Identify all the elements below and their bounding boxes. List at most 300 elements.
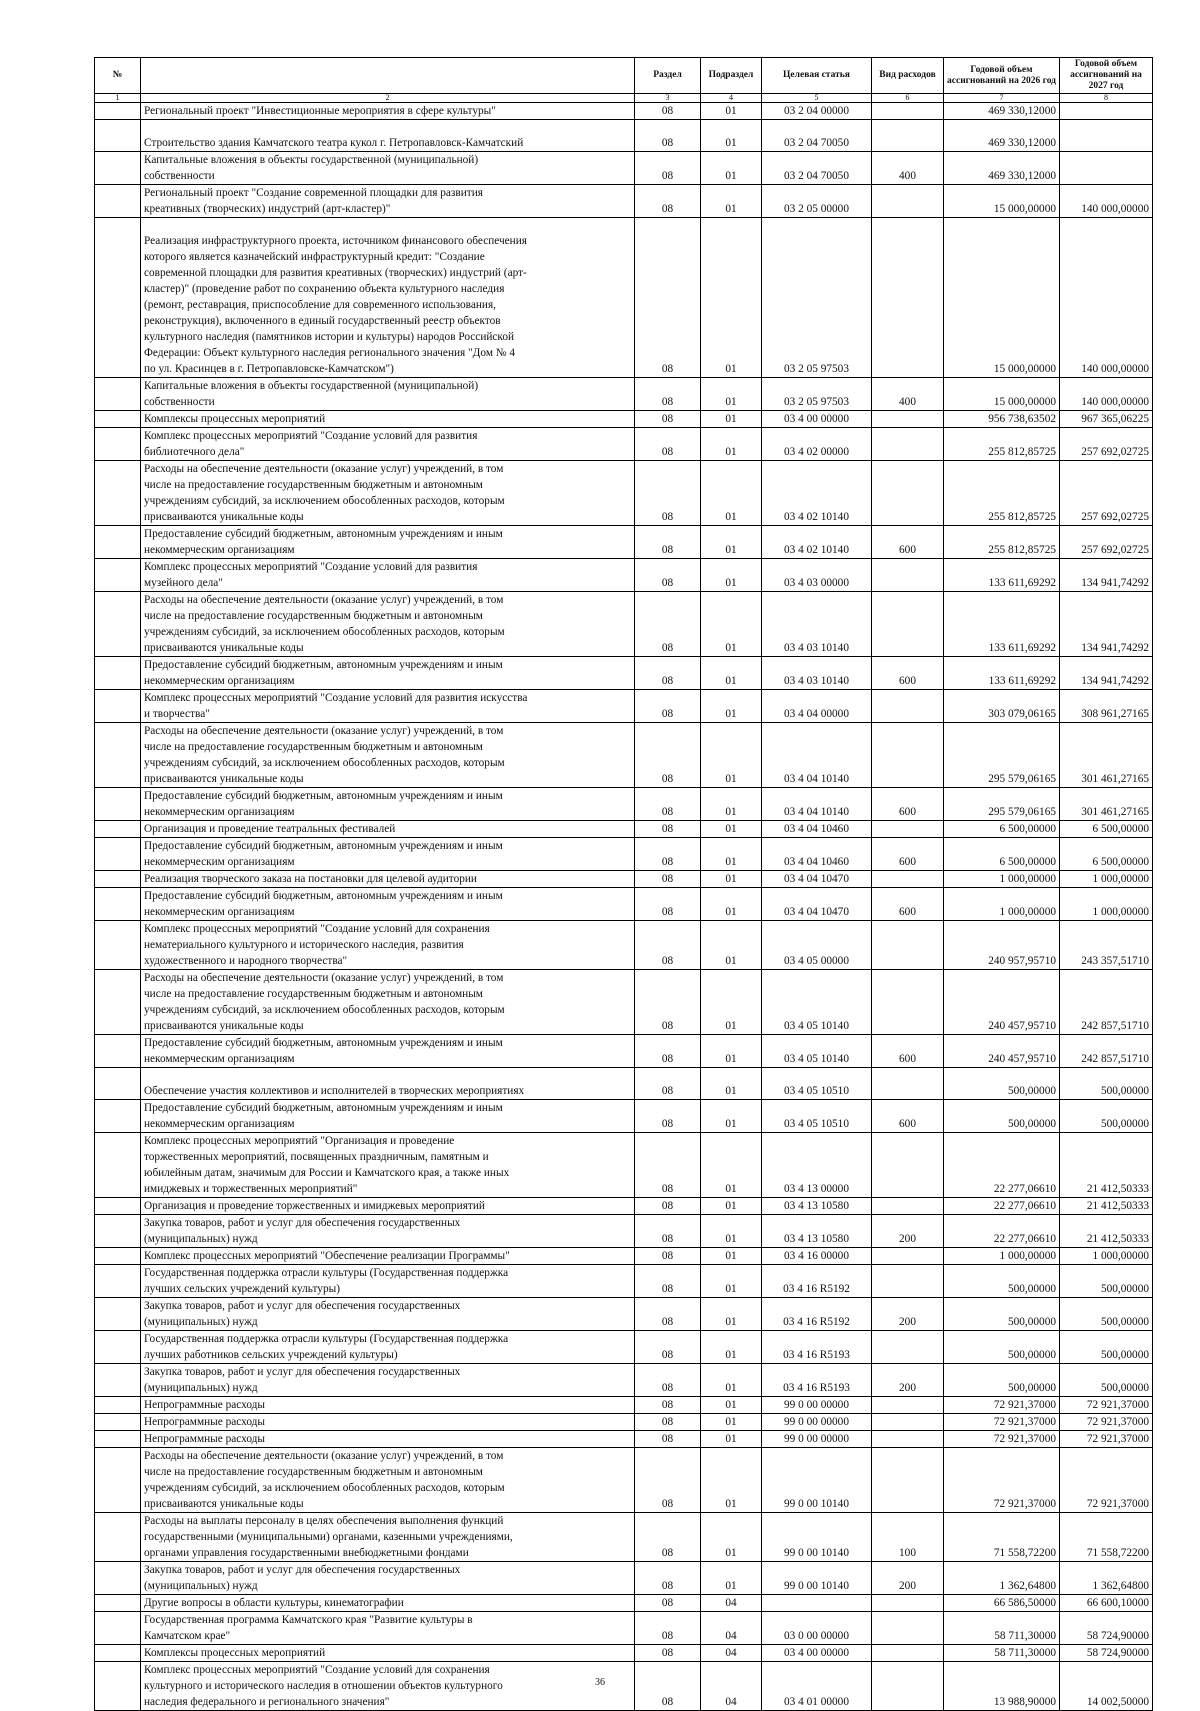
cell-razdel: 08 (635, 1414, 701, 1431)
cell-amount-2027: 72 921,37000 (1060, 1448, 1153, 1513)
cell-amount-2026: 133 611,69292 (944, 592, 1060, 657)
cell-name: Комплекс процессных мероприятий "Создание условий для развития музейного дела" (141, 559, 635, 592)
table-row (95, 1562, 1153, 1595)
cell-name: Организация и проведение торжественных и имиджевых мероприятий (141, 1198, 635, 1215)
cell-podrazdel: 01 (701, 1331, 762, 1364)
cell-podrazdel: 01 (701, 378, 762, 411)
cell-num (95, 378, 141, 411)
cell-amount-2027: 72 921,37000 (1060, 1414, 1153, 1431)
cell-name: Обеспечение участия коллективов и исполнителей в творческих мероприятиях (141, 1068, 635, 1100)
cell-tselevaya: 99 0 00 00000 (762, 1431, 872, 1448)
cell-vid-rashodov: 200 (872, 1215, 944, 1248)
cell-amount-2026: 956 738,63502 (944, 411, 1060, 428)
cell-podrazdel: 01 (701, 657, 762, 690)
cell-tselevaya: 03 4 04 10470 (762, 871, 872, 888)
cell-amount-2027: 500,00000 (1060, 1364, 1153, 1397)
cell-tselevaya: 03 4 13 00000 (762, 1133, 872, 1198)
cell-razdel: 08 (635, 1645, 701, 1662)
cell-vid-rashodov: 600 (872, 657, 944, 690)
cell-tselevaya: 03 4 00 00000 (762, 411, 872, 428)
cell-vid-rashodov (872, 970, 944, 1035)
cell-name: Комплекс процессных мероприятий "Создание условий для сохранения нематериального культурного и исторического наследия, развития художественного и народного творчества" (141, 921, 635, 970)
cell-name: Закупка товаров, работ и услуг для обеспечения государственных (муниципальных) нужд (141, 1215, 635, 1248)
table-row (95, 185, 1153, 218)
table-row (95, 871, 1153, 888)
table-row (95, 1265, 1153, 1298)
cell-num (95, 1133, 141, 1198)
cell-vid-rashodov: 200 (872, 1298, 944, 1331)
column-number-row (95, 94, 1153, 103)
cell-amount-2026: 303 079,06165 (944, 690, 1060, 723)
cell-amount-2027: 71 558,72200 (1060, 1513, 1153, 1562)
cell-razdel: 08 (635, 103, 701, 120)
cell-num (95, 1612, 141, 1645)
cell-razdel: 08 (635, 1331, 701, 1364)
cell-vid-rashodov (872, 218, 944, 378)
cell-amount-2027: 21 412,50333 (1060, 1133, 1153, 1198)
cell-razdel: 08 (635, 1364, 701, 1397)
cell-razdel: 08 (635, 1562, 701, 1595)
cell-num (95, 821, 141, 838)
header-row (95, 58, 1153, 94)
cell-amount-2027: 257 692,02725 (1060, 428, 1153, 461)
cell-amount-2027: 1 000,00000 (1060, 888, 1153, 921)
table-row (95, 1414, 1153, 1431)
cell-tselevaya: 03 4 03 10140 (762, 592, 872, 657)
cell-razdel: 08 (635, 411, 701, 428)
cell-tselevaya: 03 4 03 10140 (762, 657, 872, 690)
cell-vid-rashodov: 600 (872, 1035, 944, 1068)
table-body (95, 103, 1153, 1711)
cell-num (95, 152, 141, 185)
table-row (95, 461, 1153, 526)
cell-podrazdel: 01 (701, 888, 762, 921)
cell-vid-rashodov (872, 1331, 944, 1364)
cell-podrazdel: 04 (701, 1645, 762, 1662)
cell-razdel: 08 (635, 1133, 701, 1198)
cell-razdel: 08 (635, 1068, 701, 1100)
cell-name: Капитальные вложения в объекты государственной (муниципальной) собственности (141, 152, 635, 185)
cell-amount-2027: 500,00000 (1060, 1331, 1153, 1364)
cell-amount-2026: 469 330,12000 (944, 152, 1060, 185)
cell-tselevaya: 99 0 00 10140 (762, 1448, 872, 1513)
cell-name: Государственная поддержка отрасли культуры (Государственная поддержка лучших сельских учреждений культуры) (141, 1265, 635, 1298)
cell-amount-2026: 255 812,85725 (944, 428, 1060, 461)
cell-podrazdel: 01 (701, 1298, 762, 1331)
cell-podrazdel: 01 (701, 1248, 762, 1265)
cell-name: Предоставление субсидий бюджетным, автономным учреждениям и иным некоммерческим организациям (141, 888, 635, 921)
cell-razdel: 08 (635, 1612, 701, 1645)
cell-amount-2026: 1 362,64800 (944, 1562, 1060, 1595)
cell-tselevaya: 03 4 04 00000 (762, 690, 872, 723)
cell-razdel: 08 (635, 1595, 701, 1612)
cell-amount-2027: 6 500,00000 (1060, 838, 1153, 871)
page-number: 36 (595, 1677, 605, 1688)
cell-amount-2026: 15 000,00000 (944, 185, 1060, 218)
cell-name: Закупка товаров, работ и услуг для обеспечения государственных (муниципальных) нужд (141, 1364, 635, 1397)
cell-amount-2027: 140 000,00000 (1060, 378, 1153, 411)
cell-razdel: 08 (635, 526, 701, 559)
cell-podrazdel: 01 (701, 1215, 762, 1248)
cell-vid-rashodov (872, 723, 944, 788)
cell-razdel: 08 (635, 838, 701, 871)
table-row (95, 1595, 1153, 1612)
cell-amount-2027: 140 000,00000 (1060, 218, 1153, 378)
cell-vid-rashodov (872, 461, 944, 526)
header-name (141, 58, 635, 94)
cell-amount-2027: 1 362,64800 (1060, 1562, 1153, 1595)
cell-num (95, 1513, 141, 1562)
cell-amount-2026: 15 000,00000 (944, 378, 1060, 411)
cell-tselevaya: 03 2 04 70050 (762, 120, 872, 152)
cell-amount-2026: 469 330,12000 (944, 103, 1060, 120)
table-row (95, 723, 1153, 788)
cell-num (95, 788, 141, 821)
cell-num (95, 1331, 141, 1364)
header-vid: Вид расходов (872, 58, 944, 94)
table-row (95, 378, 1153, 411)
cell-podrazdel: 01 (701, 120, 762, 152)
cell-amount-2027: 242 857,51710 (1060, 970, 1153, 1035)
cell-tselevaya: 03 4 16 R5193 (762, 1331, 872, 1364)
cell-amount-2026: 72 921,37000 (944, 1414, 1060, 1431)
cell-amount-2027: 242 857,51710 (1060, 1035, 1153, 1068)
table-row (95, 152, 1153, 185)
cell-razdel: 08 (635, 152, 701, 185)
cell-vid-rashodov (872, 1198, 944, 1215)
cell-vid-rashodov (872, 1397, 944, 1414)
cell-tselevaya: 03 4 05 00000 (762, 921, 872, 970)
cell-vid-rashodov (872, 592, 944, 657)
cell-name: Непрограммные расходы (141, 1397, 635, 1414)
cell-razdel: 08 (635, 1397, 701, 1414)
cell-name: Расходы на выплаты персоналу в целях обеспечения выполнения функций государственными (муниципальными) органами, казенными учреждениями, органами управления государственными внебюджетными фондами (141, 1513, 635, 1562)
cell-razdel: 08 (635, 1265, 701, 1298)
cell-name: Строительство здания Камчатского театра кукол г. Петропавловск-Камчатский (141, 120, 635, 152)
cell-tselevaya: 03 4 16 R5192 (762, 1298, 872, 1331)
table-row (95, 1645, 1153, 1662)
cell-vid-rashodov (872, 1414, 944, 1431)
cell-podrazdel: 01 (701, 1513, 762, 1562)
table-row (95, 120, 1153, 152)
cell-num (95, 218, 141, 378)
cell-podrazdel: 04 (701, 1662, 762, 1711)
cell-num (95, 657, 141, 690)
cell-razdel: 08 (635, 1198, 701, 1215)
cell-name: Непрограммные расходы (141, 1414, 635, 1431)
table-row (95, 821, 1153, 838)
cell-vid-rashodov (872, 871, 944, 888)
cell-amount-2027: 21 412,50333 (1060, 1198, 1153, 1215)
cell-name: Реализация творческого заказа на постановки для целевой аудитории (141, 871, 635, 888)
table-row (95, 1100, 1153, 1133)
cell-amount-2027: 301 461,27165 (1060, 788, 1153, 821)
cell-razdel: 08 (635, 821, 701, 838)
cell-razdel: 08 (635, 921, 701, 970)
cell-razdel: 08 (635, 690, 701, 723)
cell-vid-rashodov (872, 1068, 944, 1100)
cell-num (95, 1414, 141, 1431)
cell-razdel: 08 (635, 1662, 701, 1711)
cell-num (95, 871, 141, 888)
cell-amount-2026: 72 921,37000 (944, 1448, 1060, 1513)
cell-podrazdel: 01 (701, 690, 762, 723)
cell-num (95, 921, 141, 970)
cell-tselevaya: 03 4 16 00000 (762, 1248, 872, 1265)
cell-amount-2026: 500,00000 (944, 1331, 1060, 1364)
cell-amount-2027: 6 500,00000 (1060, 821, 1153, 838)
cell-num (95, 428, 141, 461)
cell-name: Государственная поддержка отрасли культуры (Государственная поддержка лучших работников сельских учреждений культуры) (141, 1331, 635, 1364)
cell-vid-rashodov: 600 (872, 888, 944, 921)
cell-tselevaya: 03 4 02 10140 (762, 526, 872, 559)
cell-name: Государственная программа Камчатского края "Развитие культуры в Камчатском крае" (141, 1612, 635, 1645)
cell-podrazdel: 01 (701, 428, 762, 461)
cell-name: Предоставление субсидий бюджетным, автономным учреждениям и иным некоммерческим организациям (141, 526, 635, 559)
cell-amount-2027: 72 921,37000 (1060, 1397, 1153, 1414)
cell-amount-2027: 1 000,00000 (1060, 1248, 1153, 1265)
cell-num (95, 1035, 141, 1068)
cell-vid-rashodov (872, 1265, 944, 1298)
cell-tselevaya: 03 2 05 97503 (762, 378, 872, 411)
cell-podrazdel: 04 (701, 1595, 762, 1612)
cell-num (95, 1397, 141, 1414)
cell-num (95, 559, 141, 592)
cell-tselevaya: 03 0 00 00000 (762, 1612, 872, 1645)
cell-podrazdel: 01 (701, 788, 762, 821)
cell-podrazdel: 01 (701, 821, 762, 838)
column-number: 4 (701, 94, 762, 103)
cell-amount-2027 (1060, 103, 1153, 120)
cell-vid-rashodov (872, 1448, 944, 1513)
cell-amount-2026: 255 812,85725 (944, 526, 1060, 559)
cell-amount-2026: 15 000,00000 (944, 218, 1060, 378)
column-number: 8 (1060, 94, 1153, 103)
column-number: 2 (141, 94, 635, 103)
cell-amount-2027: 140 000,00000 (1060, 185, 1153, 218)
cell-amount-2026: 22 277,06610 (944, 1215, 1060, 1248)
cell-num (95, 411, 141, 428)
cell-amount-2026: 1 000,00000 (944, 888, 1060, 921)
cell-amount-2026: 500,00000 (944, 1100, 1060, 1133)
table-row (95, 218, 1153, 378)
cell-name: Непрограммные расходы (141, 1431, 635, 1448)
cell-podrazdel: 01 (701, 871, 762, 888)
table-row (95, 1431, 1153, 1448)
cell-amount-2027: 500,00000 (1060, 1068, 1153, 1100)
cell-amount-2027: 257 692,02725 (1060, 461, 1153, 526)
cell-num (95, 526, 141, 559)
cell-tselevaya: 03 4 04 10470 (762, 888, 872, 921)
column-number: 5 (762, 94, 872, 103)
cell-podrazdel: 01 (701, 411, 762, 428)
table-row (95, 1513, 1153, 1562)
cell-amount-2026: 469 330,12000 (944, 120, 1060, 152)
cell-amount-2027 (1060, 152, 1153, 185)
cell-amount-2026: 500,00000 (944, 1068, 1060, 1100)
cell-amount-2026: 58 711,30000 (944, 1612, 1060, 1645)
cell-tselevaya: 03 4 02 00000 (762, 428, 872, 461)
cell-amount-2026: 22 277,06610 (944, 1133, 1060, 1198)
cell-amount-2027: 66 600,10000 (1060, 1595, 1153, 1612)
cell-razdel: 08 (635, 1248, 701, 1265)
cell-amount-2027: 72 921,37000 (1060, 1431, 1153, 1448)
cell-name: Комплекс процессных мероприятий "Обеспечение реализации Программы" (141, 1248, 635, 1265)
cell-razdel: 08 (635, 970, 701, 1035)
table-row (95, 103, 1153, 120)
cell-amount-2027: 134 941,74292 (1060, 559, 1153, 592)
header-razdel: Раздел (635, 58, 701, 94)
cell-podrazdel: 01 (701, 1562, 762, 1595)
cell-name: Комплекс процессных мероприятий "Создание условий для развития библиотечного дела" (141, 428, 635, 461)
cell-podrazdel: 01 (701, 970, 762, 1035)
cell-vid-rashodov (872, 1133, 944, 1198)
cell-name: Предоставление субсидий бюджетным, автономным учреждениям и иным некоммерческим организациям (141, 657, 635, 690)
cell-amount-2026: 295 579,06165 (944, 788, 1060, 821)
cell-podrazdel: 01 (701, 1431, 762, 1448)
cell-tselevaya: 03 4 05 10510 (762, 1100, 872, 1133)
cell-amount-2026: 58 711,30000 (944, 1645, 1060, 1662)
cell-vid-rashodov: 600 (872, 838, 944, 871)
cell-vid-rashodov (872, 559, 944, 592)
cell-tselevaya: 03 4 00 00000 (762, 1645, 872, 1662)
cell-vid-rashodov (872, 1431, 944, 1448)
cell-vid-rashodov: 600 (872, 1100, 944, 1133)
cell-vid-rashodov: 400 (872, 378, 944, 411)
cell-amount-2027: 500,00000 (1060, 1100, 1153, 1133)
cell-name: Комплекс процессных мероприятий "Создание условий для сохранения культурного и исторического наследия в отношении объектов культурного наследия федерального и регионального значения" (141, 1662, 635, 1711)
header-2027: Годовой объем ассигнований на 2027 год (1060, 58, 1153, 94)
cell-name: Предоставление субсидий бюджетным, автономным учреждениям и иным некоммерческим организациям (141, 1100, 635, 1133)
cell-name: Расходы на обеспечение деятельности (оказание услуг) учреждений, в том числе на предоставление государственным бюджетным и автономным учреждениям субсидий, за исключением обособленных расходов, которым присваиваются уникальные коды (141, 592, 635, 657)
cell-podrazdel: 01 (701, 1448, 762, 1513)
cell-razdel: 08 (635, 120, 701, 152)
cell-amount-2027: 134 941,74292 (1060, 592, 1153, 657)
cell-name: Комплекс процессных мероприятий "Создание условий для развития искусства и творчества" (141, 690, 635, 723)
table-row (95, 690, 1153, 723)
cell-tselevaya (762, 1595, 872, 1612)
cell-name: Предоставление субсидий бюджетным, автономным учреждениям и иным некоммерческим организациям (141, 1035, 635, 1068)
table-row (95, 1364, 1153, 1397)
cell-amount-2027 (1060, 120, 1153, 152)
cell-tselevaya: 03 4 04 10140 (762, 788, 872, 821)
cell-podrazdel: 04 (701, 1612, 762, 1645)
budget-table (94, 57, 1153, 1711)
cell-vid-rashodov (872, 1248, 944, 1265)
cell-num (95, 1595, 141, 1612)
budget-table-sheet (94, 57, 1152, 1711)
cell-razdel: 08 (635, 1215, 701, 1248)
cell-amount-2027: 58 724,90000 (1060, 1645, 1153, 1662)
cell-vid-rashodov: 100 (872, 1513, 944, 1562)
column-number: 1 (95, 94, 141, 103)
cell-amount-2026: 255 812,85725 (944, 461, 1060, 526)
cell-num (95, 103, 141, 120)
cell-podrazdel: 01 (701, 559, 762, 592)
cell-num (95, 888, 141, 921)
cell-name: Другие вопросы в области культуры, кинематографии (141, 1595, 635, 1612)
cell-amount-2026: 66 586,50000 (944, 1595, 1060, 1612)
cell-podrazdel: 01 (701, 838, 762, 871)
cell-num (95, 185, 141, 218)
cell-amount-2026: 240 457,95710 (944, 970, 1060, 1035)
cell-num (95, 1645, 141, 1662)
cell-amount-2026: 22 277,06610 (944, 1198, 1060, 1215)
cell-podrazdel: 01 (701, 723, 762, 788)
cell-name: Предоставление субсидий бюджетным, автономным учреждениям и иным некоммерческим организациям (141, 838, 635, 871)
cell-amount-2026: 6 500,00000 (944, 821, 1060, 838)
cell-vid-rashodov: 600 (872, 788, 944, 821)
table-row (95, 1298, 1153, 1331)
cell-amount-2026: 500,00000 (944, 1265, 1060, 1298)
header-num: № (95, 58, 141, 94)
cell-num (95, 838, 141, 871)
cell-name: Расходы на обеспечение деятельности (оказание услуг) учреждений, в том числе на предоставление государственным бюджетным и автономным учреждениям субсидий, за исключением обособленных расходов, которым присваиваются уникальные коды (141, 723, 635, 788)
cell-amount-2027: 14 002,50000 (1060, 1662, 1153, 1711)
cell-podrazdel: 01 (701, 1364, 762, 1397)
cell-podrazdel: 01 (701, 152, 762, 185)
table-row (95, 1331, 1153, 1364)
cell-amount-2027: 1 000,00000 (1060, 871, 1153, 888)
header-2026: Годовой объем ассигнований на 2026 год (944, 58, 1060, 94)
cell-num (95, 461, 141, 526)
cell-podrazdel: 01 (701, 592, 762, 657)
cell-amount-2027: 257 692,02725 (1060, 526, 1153, 559)
cell-vid-rashodov: 200 (872, 1562, 944, 1595)
cell-amount-2027: 58 724,90000 (1060, 1612, 1153, 1645)
cell-name: Расходы на обеспечение деятельности (оказание услуг) учреждений, в том числе на предоставление государственным бюджетным и автономным учреждениям субсидий, за исключением обособленных расходов, которым присваиваются уникальные коды (141, 1448, 635, 1513)
cell-num (95, 120, 141, 152)
cell-podrazdel: 01 (701, 461, 762, 526)
cell-amount-2027: 967 365,06225 (1060, 411, 1153, 428)
cell-num (95, 1448, 141, 1513)
cell-name: Реализация инфраструктурного проекта, источником финансового обеспечения которого является казначейский инфраструктурный кредит: "Создание современной площадки для развития креативных (творческих) индустрий (арт- кластер)" (проведение работ по сохранению объекта культурного наследия (ремонт, реставрация, приспособление для современного использования, реконструкция), включенного в единый государственный реестр объектов культурного наследия (памятников истории и культуры) народов Российской Федерации: Объект культурного наследия регионального значения "Дом № 4 по ул. Красинцев в г. Петропавловске-Камчатском") (141, 218, 635, 378)
table-row (95, 411, 1153, 428)
cell-tselevaya: 03 2 05 97503 (762, 218, 872, 378)
cell-tselevaya: 99 0 00 00000 (762, 1414, 872, 1431)
cell-amount-2027: 500,00000 (1060, 1265, 1153, 1298)
cell-amount-2026: 1 000,00000 (944, 1248, 1060, 1265)
cell-amount-2027: 500,00000 (1060, 1298, 1153, 1331)
column-number: 3 (635, 94, 701, 103)
cell-num (95, 1298, 141, 1331)
cell-vid-rashodov (872, 428, 944, 461)
table-row (95, 1612, 1153, 1645)
cell-vid-rashodov (872, 1645, 944, 1662)
cell-razdel: 08 (635, 871, 701, 888)
cell-amount-2026: 240 957,95710 (944, 921, 1060, 970)
cell-num (95, 1198, 141, 1215)
cell-razdel: 08 (635, 1035, 701, 1068)
cell-num (95, 1068, 141, 1100)
cell-num (95, 1248, 141, 1265)
cell-num (95, 1100, 141, 1133)
cell-razdel: 08 (635, 1431, 701, 1448)
cell-tselevaya: 03 4 05 10140 (762, 1035, 872, 1068)
cell-razdel: 08 (635, 185, 701, 218)
table-row (95, 788, 1153, 821)
cell-name: Комплекс процессных мероприятий "Организация и проведение торжественных мероприятий, посвященных праздничным, памятным и юбилейным датам, значимым для России и Камчатского края, а также иных имиджевых и торжественных мероприятий" (141, 1133, 635, 1198)
cell-amount-2026: 71 558,72200 (944, 1513, 1060, 1562)
cell-tselevaya: 03 4 05 10510 (762, 1068, 872, 1100)
cell-tselevaya: 03 4 16 R5192 (762, 1265, 872, 1298)
header-podrazdel: Подраздел (701, 58, 762, 94)
cell-vid-rashodov: 600 (872, 526, 944, 559)
cell-razdel: 08 (635, 723, 701, 788)
cell-tselevaya: 03 4 04 10460 (762, 821, 872, 838)
cell-name: Закупка товаров, работ и услуг для обеспечения государственных (муниципальных) нужд (141, 1298, 635, 1331)
cell-num (95, 1364, 141, 1397)
